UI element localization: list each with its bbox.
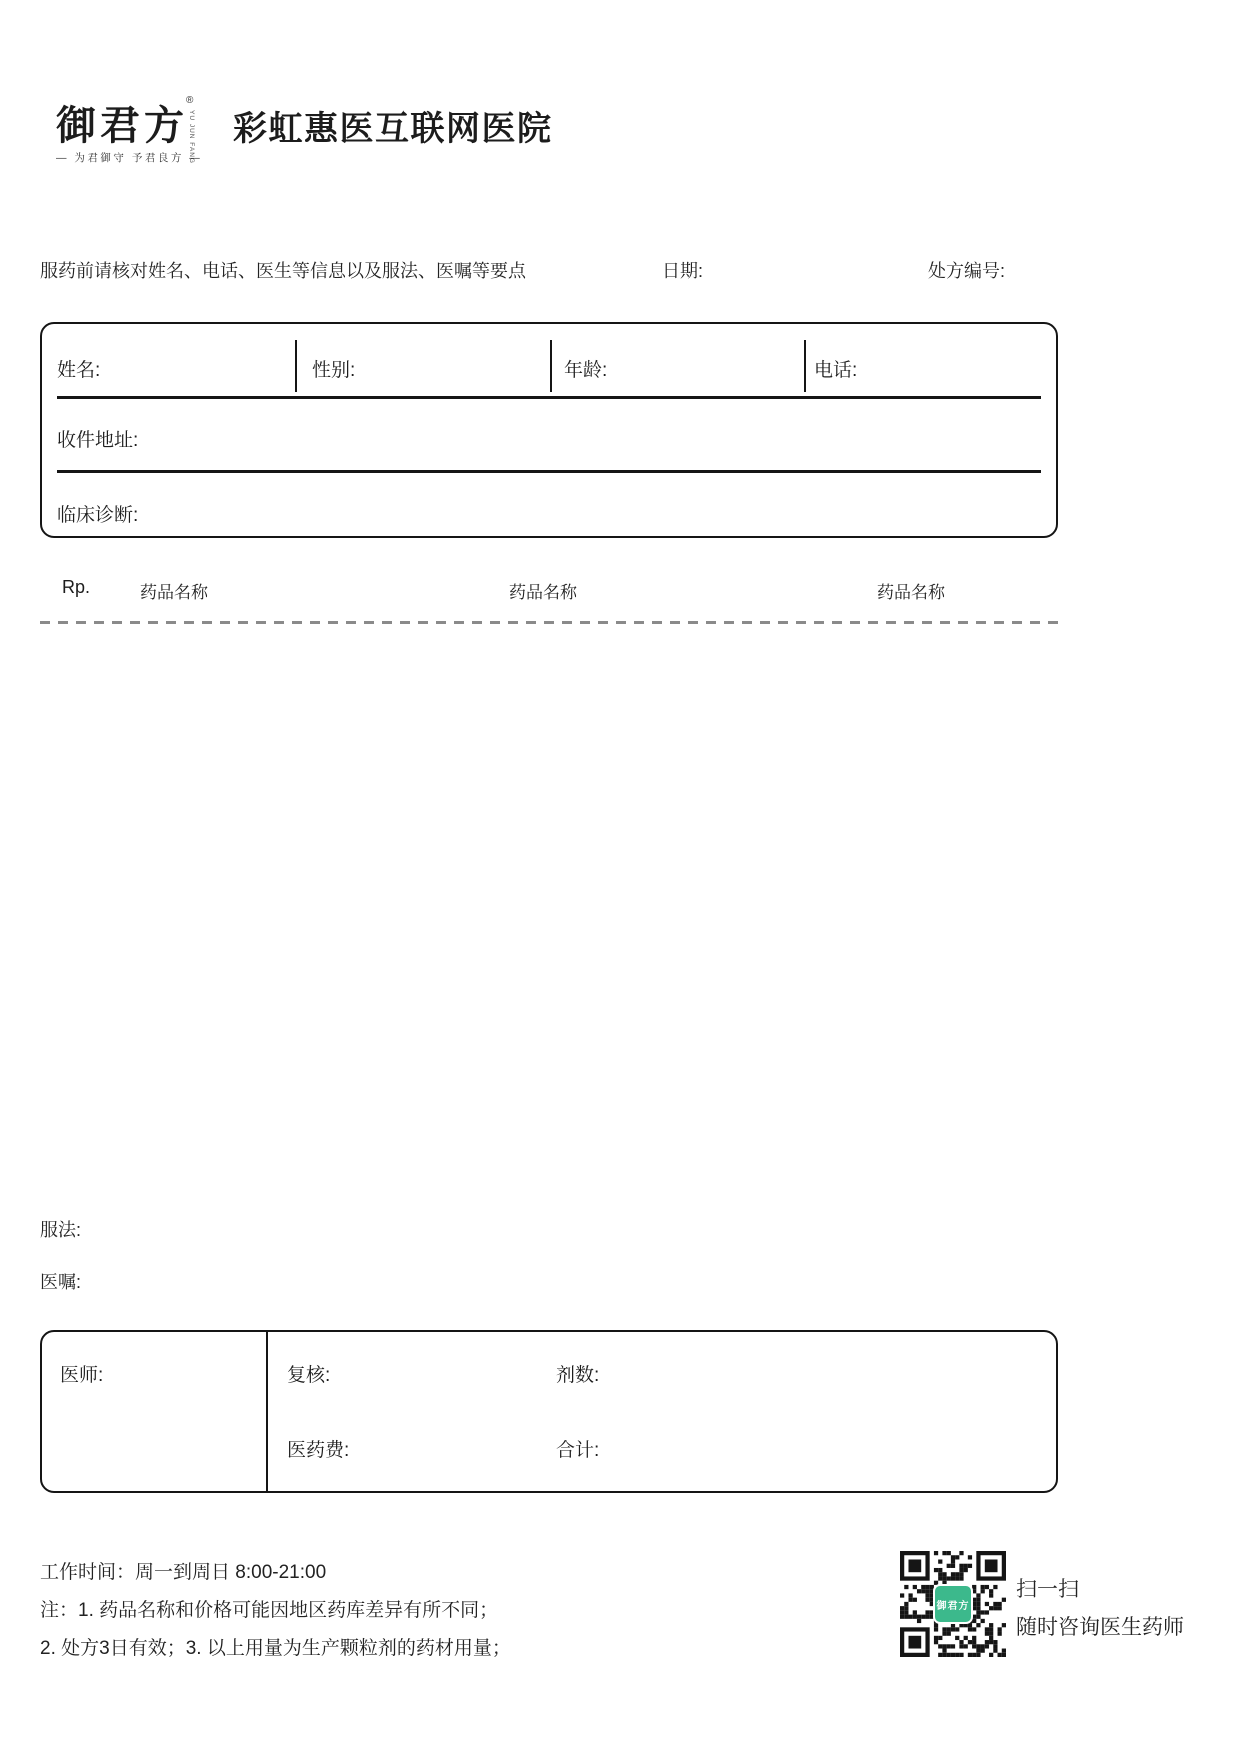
usage-label: 服法:	[40, 1220, 82, 1240]
drug-name-column-header: 药品名称	[140, 583, 208, 602]
row-divider	[57, 470, 1041, 473]
column-divider	[804, 340, 806, 392]
medicine-fee-label: 医药费:	[287, 1440, 350, 1461]
drug-name-column-header: 药品名称	[877, 583, 945, 602]
row-divider	[57, 396, 1041, 399]
prescription-number-label: 处方编号:	[928, 261, 1006, 281]
qr-center-text: 御君方	[936, 1600, 970, 1612]
qr-center-logo	[935, 1586, 971, 1622]
reviewer-label: 复核:	[287, 1365, 331, 1386]
patient-info-box	[40, 322, 1058, 538]
signature-fee-box	[40, 1330, 1058, 1493]
gender-label: 性别:	[312, 360, 356, 381]
check-reminder-text: 服药前请核对姓名、电话、医生等信息以及服法、医嘱等要点	[40, 261, 526, 281]
brand-logo: 御君方	[56, 102, 188, 149]
phone-label: 电话:	[814, 360, 858, 381]
scan-hint-text: 扫一扫	[1016, 1578, 1079, 1601]
consult-hint-text: 随时咨询医生药师	[1016, 1616, 1184, 1639]
total-label: 合计:	[556, 1440, 600, 1461]
note-line-1: 注：1. 药品名称和价格可能因地区药库差异有所不同；	[40, 1600, 499, 1621]
rp-label: Rp.	[62, 577, 91, 597]
drug-name-column-header: 药品名称	[509, 583, 577, 602]
dose-count-label: 剂数:	[556, 1365, 600, 1386]
brand-logo-pinyin: YU JUN FANG	[188, 110, 195, 164]
brand-tagline: — 为君御守 予君良方 —	[56, 152, 203, 164]
dashed-separator	[40, 621, 1058, 624]
age-label: 年龄:	[564, 360, 608, 381]
doctor-label: 医师:	[60, 1365, 104, 1386]
hospital-title: 彩虹惠医互联网医院	[233, 110, 553, 148]
column-divider	[295, 340, 297, 392]
shipping-address-label: 收件地址:	[57, 430, 139, 451]
medical-advice-label: 医嘱:	[40, 1272, 82, 1292]
note-line-2: 2. 处方3日有效；3. 以上用量为生产颗粒剂的药材用量；	[40, 1638, 511, 1659]
date-label: 日期:	[662, 261, 704, 281]
name-label: 姓名:	[57, 360, 101, 381]
clinical-diagnosis-label: 临床诊断:	[57, 505, 139, 526]
working-hours-text: 工作时间：周一到周日 8:00-21:00	[40, 1562, 327, 1583]
column-divider	[550, 340, 552, 392]
column-divider	[266, 1332, 268, 1491]
registered-trademark-icon: ®	[186, 95, 194, 106]
qr-code	[900, 1551, 1006, 1657]
